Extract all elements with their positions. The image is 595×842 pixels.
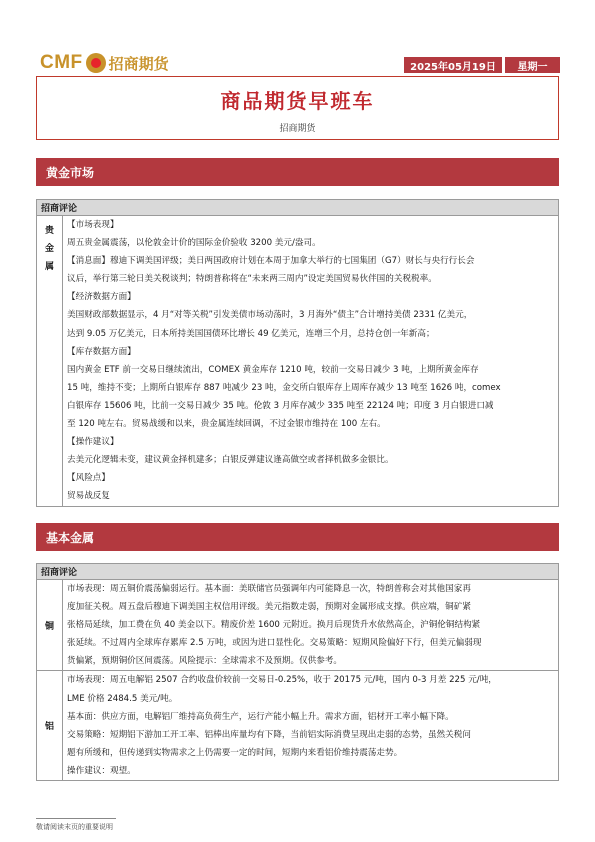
page-title: 商品期货早班车 xyxy=(220,89,375,113)
text-line: 操作建议：观望。 xyxy=(67,765,136,776)
text-line: 贸易战反复 xyxy=(67,491,110,502)
row-body xyxy=(63,580,558,670)
text-line: 去美元化逻辑未变，建议黄金择机建多；白银反弹建议逢高做空或者择机做多金银比。 xyxy=(67,455,394,466)
section-title-base-metals: 基本金属 xyxy=(36,523,559,551)
text-line: 15 吨，维持不变；上期所白银库存 887 吨减少 23 吨，金交所白银库存上周库存减少 13 吨至 1626 吨，comex xyxy=(67,382,501,393)
logo-chinese-text: 招商期货 xyxy=(108,54,169,73)
text-line: 题有所缓和，但传递到实物需求之上仍需要一定的时间，短期内来看铝价维持震荡走势。 xyxy=(67,747,403,758)
table-row xyxy=(37,216,558,506)
text-line: 【风险点】 xyxy=(67,473,110,484)
report-weekday: 星期一 xyxy=(505,57,560,73)
table-head: 招商评论 xyxy=(37,564,558,580)
text-line: 度加征关税。周五盘后穆迪下调美国主权信用评级。美元指数走弱，预期对金属形成支撑。供应端，铜矿紧 xyxy=(67,602,471,613)
text-line: 周五贵金属震荡，以伦敦金计价的国际金价验收 3200 美元/盎司。 xyxy=(67,238,321,249)
logo-emblem-icon xyxy=(86,53,106,73)
section-title-gold: 黄金市场 xyxy=(36,158,559,186)
page-subtitle: 招商期货 xyxy=(279,124,316,134)
text-line: 议后，举行第三轮日美关税谈判；特朗普称将在“未来两三周内”设定美国贸易伙伴国的关税税率。 xyxy=(67,274,437,285)
text-line: 市场表现：周五铜价震荡偏弱运行。基本面：美联储官员强调年内可能降息一次，特朗普称会对其他国家再 xyxy=(67,584,471,594)
row-body xyxy=(63,671,558,780)
text-line: 市场表现：周五电解铝 2507 合约收盘价较前一交易日-0.25%，收于 20175 元/吨，国内 0-3 月差 225 元/吨， xyxy=(67,675,497,686)
row-body xyxy=(63,216,558,506)
row-label-char: 金 xyxy=(44,244,54,254)
text-line: 至 120 吨左右。贸易战缓和以来，贵金属连续回调，不过金银市维持在 100 左右。 xyxy=(67,419,386,430)
footer-divider xyxy=(36,818,116,819)
text-line: 【操作建议】 xyxy=(67,437,119,448)
company-logo xyxy=(40,52,169,74)
table-row xyxy=(37,671,558,780)
report-date: 2025年05月19日 xyxy=(404,57,502,73)
text-line: 白银库存 15606 吨，比前一交易日减少 35 吨。伦敦 3 月库存减少 335 吨至 22124 吨；印度 3 月白银进口减 xyxy=(67,400,494,411)
text-line: LME 价格 2484.5 美元/吨。 xyxy=(67,693,178,704)
text-line: 张格局延续，加工费在负 40 美金以下。精废价差 1600 元附近。换月后现货升水依然高企，沪铜伦铜结构紧 xyxy=(67,620,481,631)
text-line: 【经济数据方面】 xyxy=(67,292,136,303)
row-label-precious-metals xyxy=(37,216,63,506)
title-box xyxy=(36,76,559,140)
text-line: 基本面：供应方面，电解铝厂维持高负荷生产，运行产能小幅上升。需求方面，铝材开工率小幅下降。 xyxy=(67,711,454,722)
row-label-aluminum xyxy=(37,671,63,780)
base-metals-comment-table xyxy=(36,563,559,781)
text-line: 【库存数据方面】 xyxy=(67,346,136,357)
text-line: 货偏紧，预期铜价区间震荡。风险提示：全球需求不及预期。仅供参考。 xyxy=(67,656,343,667)
text-line: 国内黄金 ETF 前一交易日继续流出，COMEX 黄金库存 1210 吨，较前一交易日减少 3 吨，上期所黄金库存 xyxy=(67,364,479,375)
text-line: 【消息面】穆迪下调美国评级；美日两国政府计划在本周于加拿大举行的七国集团（G7）财长与央行行长会 xyxy=(67,256,475,267)
row-label-char: 属 xyxy=(44,262,54,272)
row-label-char: 铜 xyxy=(44,621,54,632)
text-line: 达到 9.05 万亿美元，日本所持美国国债环比增长 49 亿美元，连增三个月，总持仓创一年新高； xyxy=(67,328,435,339)
table-head: 招商评论 xyxy=(37,200,558,216)
logo-cmf-text: CMF xyxy=(40,52,83,73)
text-line: 交易策略：短期铝下游加工开工率、铝棒出库量均有下降，当前铝实际消费呈现出走弱的态势，虽然关税问 xyxy=(67,729,471,740)
row-label-copper xyxy=(37,580,63,670)
text-line: 美国财政部数据显示，4 月“对等关税”引发美债市场动荡时，3 月海外“债主”合计增持美债 2331 亿美元， xyxy=(67,310,473,321)
row-label-char: 铝 xyxy=(44,722,54,733)
table-row xyxy=(37,580,558,671)
text-line: 张延续。不过周内全球库存累库 2.5 万吨，或因为进口显性化。交易策略：短期风险偏好下行，但美元偏弱现 xyxy=(67,638,482,649)
text-line: 【市场表现】 xyxy=(67,220,119,230)
gold-comment-table xyxy=(36,199,559,507)
row-label-char: 贵 xyxy=(44,226,54,236)
footer-note: 敬请阅读末页的重要说明 xyxy=(36,823,113,831)
page-header xyxy=(0,0,595,76)
